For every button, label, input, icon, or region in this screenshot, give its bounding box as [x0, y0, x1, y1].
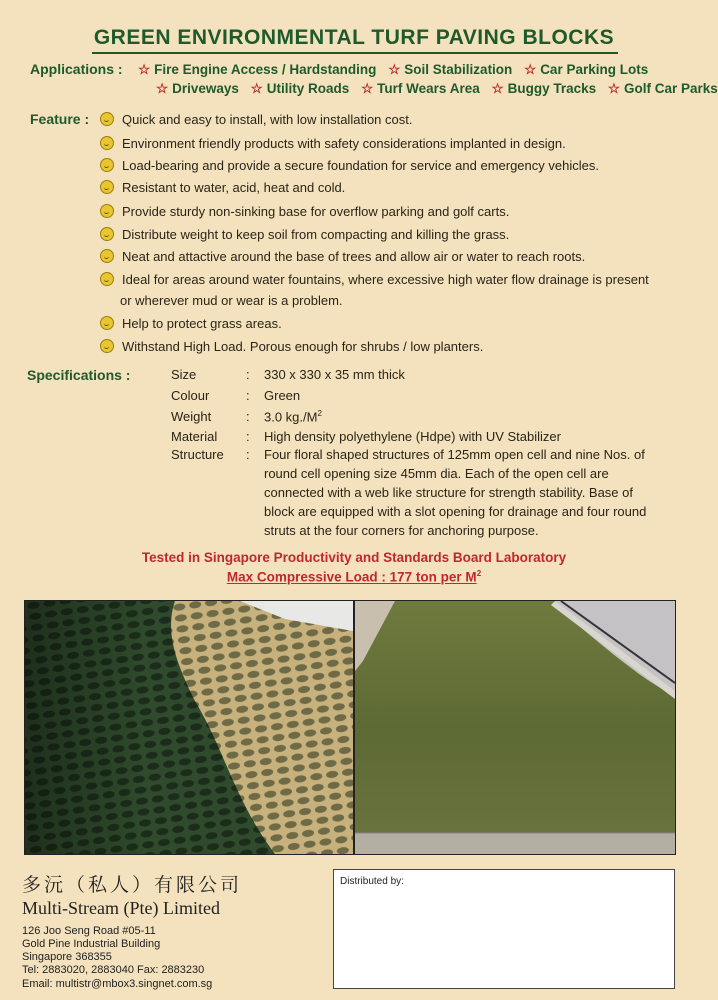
contact-email: Email: multistr@mbox3.singnet.com.sg [22, 978, 213, 990]
spec-colon: : [246, 447, 250, 462]
feature-item: Help to protect grass areas. [100, 316, 282, 331]
turf-block-installation-photo [24, 600, 354, 855]
applications-line-1 [138, 62, 648, 78]
spec-size-value: 330 x 330 x 35 mm thick [264, 367, 405, 382]
grass-slope-photo [354, 600, 676, 855]
smiley-icon [100, 136, 114, 150]
spec-weight-key: Weight [171, 409, 212, 424]
title-underline [92, 52, 618, 54]
spec-colon: : [246, 367, 250, 382]
feature-item: Distribute weight to keep soil from compacting and killing the grass. [100, 227, 509, 242]
smiley-icon [100, 272, 114, 286]
spec-structure-line: Four floral shaped structures of 125mm open cell and nine Nos. of [264, 447, 645, 462]
specifications-label: Specifications : [27, 367, 131, 383]
spec-colon: : [246, 388, 250, 403]
contact-phone-fax: Tel: 2883020, 2883040 Fax: 2883230 [22, 964, 205, 976]
star-icon: ☆ [607, 81, 621, 96]
feature-label: Feature : [30, 111, 90, 127]
application-item: Driveways [172, 81, 239, 96]
application-item: Car Parking Lots [540, 62, 649, 77]
smiley-icon [100, 316, 114, 330]
distributed-by-label: Distributed by: [340, 876, 404, 887]
address-line: Singapore 368355 [22, 951, 112, 963]
spec-colon: : [246, 429, 250, 444]
star-icon: ☆ [156, 81, 169, 96]
feature-item-continuation: or wherever mud or wear is a problem. [120, 293, 343, 308]
application-item: Turf Wears Area [377, 81, 480, 96]
feature-item: Resistant to water, acid, heat and cold. [100, 180, 345, 195]
address-line: 126 Joo Seng Road #05-11 [22, 925, 156, 937]
spec-colon: : [246, 409, 250, 424]
spec-size-key: Size [171, 367, 197, 382]
smiley-icon [100, 180, 114, 194]
feature-item: Quick and easy to install, with low installation cost. [100, 112, 412, 127]
max-load-statement: Max Compressive Load : 177 ton per $M^2$ [226, 569, 482, 585]
superscript: 2 [317, 409, 322, 418]
feature-item: Withstand High Load. Porous enough for shrubs / low planters. [100, 339, 483, 354]
smiley-icon [100, 339, 114, 353]
smiley-icon [100, 112, 114, 126]
feature-item: Neat and attactive around the base of trees and allow air or water to reach roots. [100, 249, 585, 264]
spec-colour-value: Green [264, 388, 301, 403]
spec-structure-line: block are equipped with a slot opening for drainage and four round [264, 504, 647, 519]
star-icon: ☆ [250, 81, 263, 96]
application-item: Soil Stabilization [404, 62, 513, 77]
smiley-icon [100, 158, 114, 172]
feature-item: Provide sturdy non-sinking base for overflow parking and golf carts. [100, 204, 509, 219]
application-item: Buggy Tracks [507, 81, 597, 96]
address-line: Gold Pine Industrial Building [22, 938, 161, 950]
star-icon: ☆ [361, 81, 374, 96]
star-icon: ☆ [138, 62, 151, 77]
application-item: Golf Car Parks [624, 81, 718, 96]
applications-line-2 [156, 81, 718, 97]
smiley-icon [100, 227, 114, 241]
company-english-name: Multi-Stream (Pte) Limited [22, 898, 220, 918]
feature-item: Environment friendly products with safety considerations implanted in design. [100, 136, 566, 151]
spec-weight-value: 3.0 $kg./M^2$ [264, 409, 322, 425]
spec-structure-line: struts at the four corners for anchoring purpose. [264, 523, 539, 538]
smiley-icon [100, 249, 114, 263]
spec-material-key: Material [171, 429, 218, 444]
spec-colour-key: Colour [171, 388, 210, 403]
applications-label: Applications : [30, 61, 123, 77]
spec-structure-key: Structure [171, 447, 224, 462]
distributor-box [333, 869, 675, 989]
spec-structure-line: connected with a web like structure for strength stability. Base of [264, 485, 633, 500]
test-statement: Tested in Singapore Productivity and Standards Board Laboratory [141, 550, 567, 565]
application-item: Utility Roads [266, 81, 350, 96]
page-title: GREEN ENVIRONMENTAL TURF PAVING BLOCKS [93, 26, 615, 49]
spec-material-value: High density polyethylene (Hdpe) with UV Stabilizer [264, 429, 561, 444]
application-item: Fire Engine Access / Hardstanding [154, 62, 377, 77]
superscript: 2 [476, 569, 482, 578]
company-chinese-name: 多沅（私人）有限公司 [22, 874, 243, 896]
spec-structure-line: round cell opening size 45mm dia. Each of the open cell are [264, 466, 609, 481]
star-icon: ☆ [524, 62, 537, 77]
feature-item: Load-bearing and provide a secure foundation for service and emergency vehicles. [100, 158, 599, 173]
feature-item: Ideal for areas around water fountains, where excessive high water flow drainage is present [100, 272, 649, 287]
smiley-icon [100, 204, 114, 218]
star-icon: ☆ [491, 81, 504, 96]
star-icon: ☆ [388, 62, 401, 77]
